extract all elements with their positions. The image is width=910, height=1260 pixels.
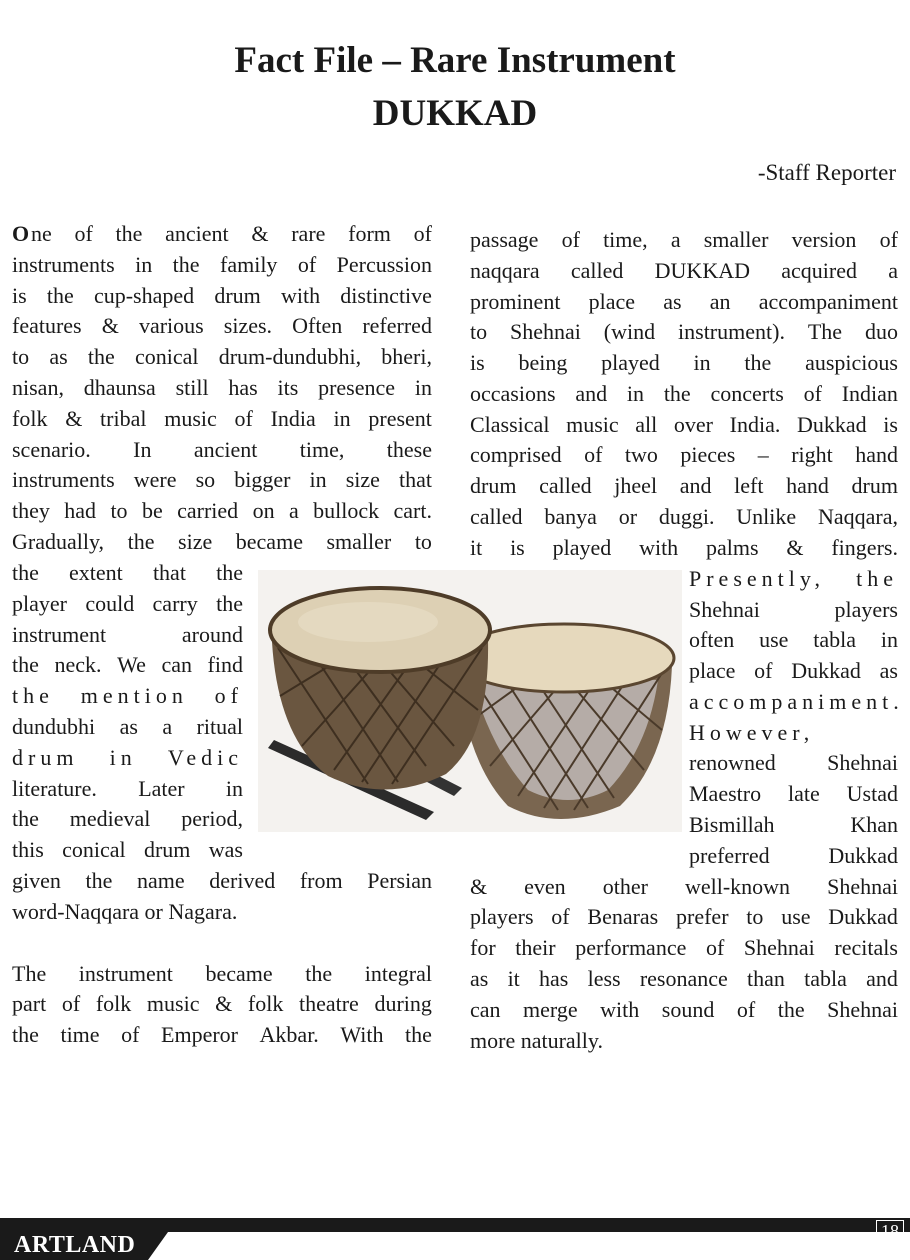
footer-cutout bbox=[148, 1232, 910, 1260]
text-line: scenario. In ancient time, these bbox=[12, 437, 432, 462]
text-line: literature. Later in bbox=[12, 776, 243, 801]
text-line: ne of the ancient & rare form of bbox=[31, 221, 432, 246]
text-line bbox=[470, 1025, 898, 1056]
drop-letter: O bbox=[12, 221, 30, 246]
article-subtitle: DUKKAD bbox=[372, 93, 538, 134]
text-line: place of Dukkad as bbox=[689, 658, 898, 683]
text-line: often use tabla in bbox=[689, 627, 898, 652]
text-line: Presently, the bbox=[689, 566, 898, 591]
text-line: can merge with sound of the Shehnai bbox=[470, 997, 898, 1022]
dukkad-drums-photo bbox=[258, 570, 682, 832]
text-line: they had to be carried on a bullock cart. bbox=[12, 498, 432, 523]
text-line: & even other well-known Shehnai bbox=[470, 874, 898, 899]
text-line: the mention of bbox=[12, 683, 243, 708]
text-line: drum in Vedic bbox=[12, 745, 243, 770]
text-line: Bismillah Khan bbox=[689, 812, 898, 837]
dukkad-drums-illustration bbox=[258, 570, 682, 832]
text-line: is being played in the auspicious bbox=[470, 350, 898, 375]
text-line: Shehnai players bbox=[689, 597, 898, 622]
text-line: given the name derived from Persian bbox=[12, 868, 432, 893]
text-line bbox=[12, 896, 432, 927]
text-line: is the cup-shaped drum with distinctive bbox=[12, 283, 432, 308]
text-line: this conical drum was bbox=[12, 837, 243, 862]
text-line: players of Benaras prefer to use Dukkad bbox=[470, 904, 898, 929]
large-drum-highlight bbox=[298, 602, 438, 642]
text-line: prominent place as an accompaniment bbox=[470, 289, 898, 314]
text-line: part of folk music & folk theatre during bbox=[12, 991, 432, 1016]
text-line: features & various sizes. Often referred bbox=[12, 313, 432, 338]
text-line: comprised of two pieces – right hand bbox=[470, 442, 898, 467]
byline: -Staff Reporter bbox=[757, 160, 896, 185]
text-line: the medieval period, bbox=[12, 806, 243, 831]
text-line: passage of time, a smaller version of bbox=[470, 227, 898, 252]
text-line: called banya or duggi. Unlike Naqqara, bbox=[470, 504, 898, 529]
text-line: Gradually, the size became smaller to bbox=[12, 529, 432, 554]
text-line: instruments in the family of Percussion bbox=[12, 252, 432, 277]
text-line: Maestro late Ustad bbox=[689, 781, 898, 806]
text-line: renowned Shehnai bbox=[689, 750, 898, 775]
text-line: naqqara called DUKKAD acquired a bbox=[470, 258, 898, 283]
text-line: for their performance of Shehnai recitals bbox=[470, 935, 898, 960]
text-line: the neck. We can find bbox=[12, 652, 243, 677]
text-line: occasions and in the concerts of Indian bbox=[470, 381, 898, 406]
text-line: The instrument became the integral bbox=[12, 961, 432, 986]
text-line: player could carry the bbox=[12, 591, 243, 616]
text-line: nisan, dhaunsa still has its presence in bbox=[12, 375, 432, 400]
page-number: 18 bbox=[876, 1220, 904, 1242]
text-line: instruments were so bigger in size that bbox=[12, 467, 432, 492]
line-text: more naturally. bbox=[470, 1028, 603, 1053]
text-line: the extent that the bbox=[12, 560, 243, 585]
text-line: folk & tribal music of India in present bbox=[12, 406, 432, 431]
article-title: Fact File – Rare Instrument bbox=[234, 40, 676, 81]
text-line: it is played with palms & fingers. bbox=[470, 535, 898, 560]
line-text: word-Naqqara or Nagara. bbox=[12, 899, 238, 924]
magazine-brand: ARTLAND bbox=[14, 1232, 136, 1258]
text-line: drum called jheel and left hand drum bbox=[470, 473, 898, 498]
text-line: instrument around bbox=[12, 622, 243, 647]
text-line: as it has less resonance than tabla and bbox=[470, 966, 898, 991]
text-line: to as the conical drum-dundubhi, bheri, bbox=[12, 344, 432, 369]
text-line: dundubhi as a ritual bbox=[12, 714, 243, 739]
text-line: accompaniment. bbox=[689, 689, 904, 714]
text-line: to Shehnai (wind instrument). The duo bbox=[470, 319, 898, 344]
text-line: preferred Dukkad bbox=[689, 843, 898, 868]
text-line: Classical music all over India. Dukkad is bbox=[470, 412, 898, 437]
text-line: However, bbox=[689, 720, 815, 745]
text-line: the time of Emperor Akbar. With the bbox=[12, 1022, 432, 1047]
